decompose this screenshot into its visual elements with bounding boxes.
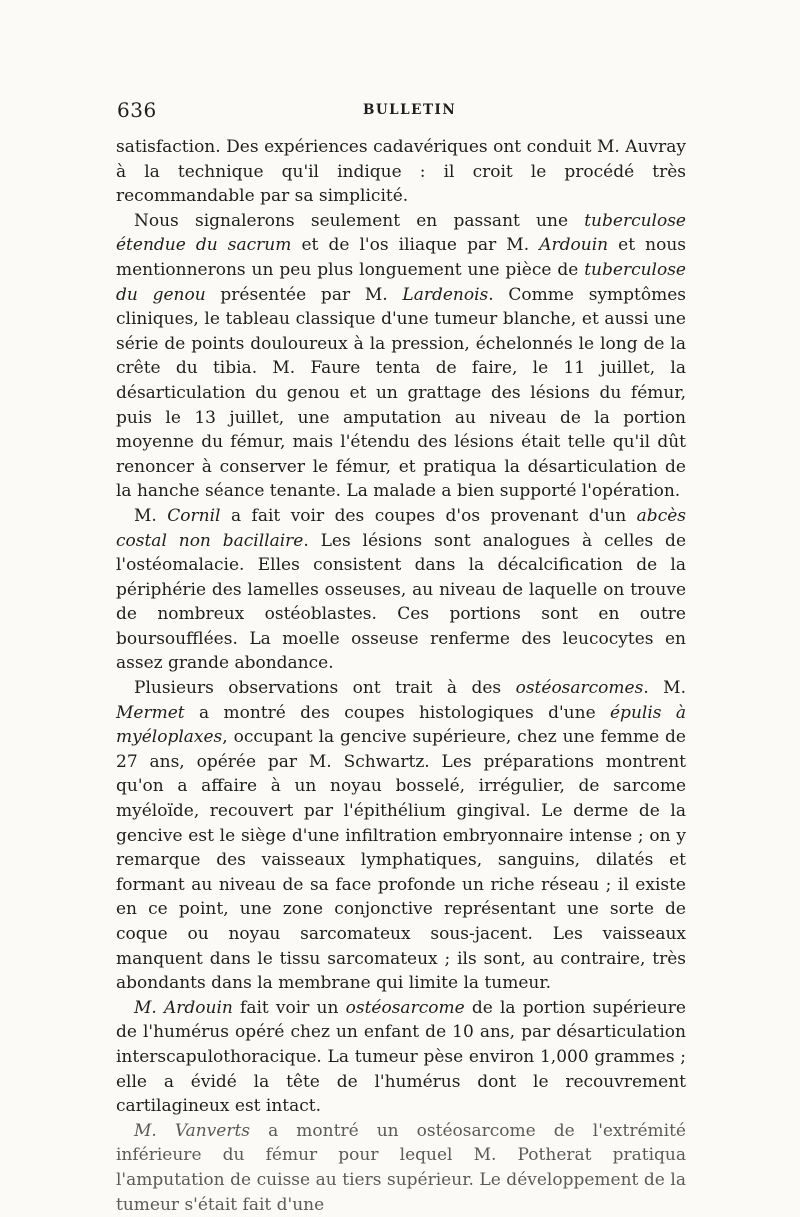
running-title: BULLETIN [363, 102, 457, 118]
italic-term: tuberculose étendue du sacrum [116, 210, 686, 256]
italic-term: épulis à myéloplaxes [116, 702, 686, 748]
text-run: satisfaction. Des expériences cadavériques ont conduit M. Auvray à la technique qu'il indique : il croit le procédé très recommandable par sa simplicité. [116, 137, 686, 207]
italic-term: tuberculose du genou [116, 259, 686, 305]
italic-term: abcès costal non bacillaire [116, 505, 686, 551]
italic-term: Ardouin [539, 235, 609, 256]
italic-term: Cornil [167, 505, 221, 526]
italic-term: ostéosarcomes [515, 678, 644, 699]
italic-term: M. Vanverts [134, 1120, 251, 1141]
page-header [117, 98, 687, 126]
text-run: de la portion supérieure de l'humérus opéré chez un enfant de 10 ans, par désarticulation interscapulothoracique. La tumeur pèse environ 1,000 grammes ; elle a évidé la tête de l'humérus dont le recouvrement cartilagineux est intact. [116, 997, 686, 1117]
text-run: fait voir un [232, 997, 346, 1018]
italic-term: Mermet [116, 702, 185, 723]
paragraph [116, 504, 686, 676]
paragraph [116, 1119, 686, 1217]
paragraph [116, 135, 686, 209]
text-run: a montré un ostéosarcome de l'extrémité inférieure du fémur pour lequel M. Potherat pratiqua l'amputation de cuisse au tiers supérieur. Le développement de la tumeur s'était fait d'une [116, 1120, 686, 1215]
text-run: M. [134, 505, 168, 526]
text-run: et nous mentionnerons un peu plus longuement une pièce de [116, 235, 687, 280]
text-run: Plusieurs observations ont trait à des [134, 678, 516, 699]
text-run: , occupant la gencive supérieure, chez une femme de 27 ans, opérée par M. Schwartz. Les préparations montrent qu'on a affaire à un noyau bosselé, irrégulier, de sarcome myéloïde, recouvert par l'épithélium gingival. Le derme de la gencive est le siège d'une infiltration embryonnaire intense ; on y remarque des vaisseaux lymphatiques, sanguins, dilatés et formant au niveau de sa face profonde un riche réseau ; il existe en ce point, une zone conjonctive représentant une sorte de coque ou noyau sarcomateux sous-jacent. Les vaisseaux manquent dans le tissu sarcomateux ; ils sont, au contraire, très abondants dans la membrane qui limite la tumeur. [116, 727, 686, 994]
text-run: a montré des coupes histologiques d'une [184, 702, 610, 723]
page-number: 636 [117, 98, 157, 122]
text-run: a fait voir des coupes d'os provenant d'un [220, 505, 637, 526]
italic-term: M. Ardouin [134, 997, 233, 1018]
text-run: présentée par M. [205, 284, 403, 305]
italic-term: Lardenois [402, 284, 489, 305]
text-run: Nous signalerons seulement en passant une [134, 210, 585, 231]
italic-term: ostéosarcome [345, 997, 465, 1018]
text-run: . Comme symptômes cliniques, le tableau classique d'une tumeur blanche, et aussi une série de points douloureux à la pression, échelonnés le long de la crête du tibia. M. Faure tenta de faire, le 11 juillet, la désarticulation du genou et un grattage des lésions du fémur, puis le 13 juillet, une amputation au niveau de la portion moyenne du fémur, mais l'étendu des lésions était telle qu'il dût renoncer à conserver le fémur, et pratiqua la désarticulation de la hanche séance tenante. La malade a bien supporté l'opération. [116, 284, 687, 502]
paragraph [116, 996, 686, 1119]
text-run: . M. [643, 678, 686, 699]
text-run: . Les lésions sont analogues à celles de l'ostéomalacie. Elles consistent dans la décalcification de la périphérie des lamelles osseuses, au niveau de laquelle on trouve de nombreux ostéoblastes. Ces portions sont en outre boursoufflées. La moelle osseuse renferme des leucocytes en assez grande abondance. [116, 530, 687, 674]
text-run: et de l'os iliaque par M. [291, 235, 540, 256]
paragraph [116, 209, 686, 504]
body-text [116, 135, 686, 1217]
paragraph [116, 676, 686, 996]
